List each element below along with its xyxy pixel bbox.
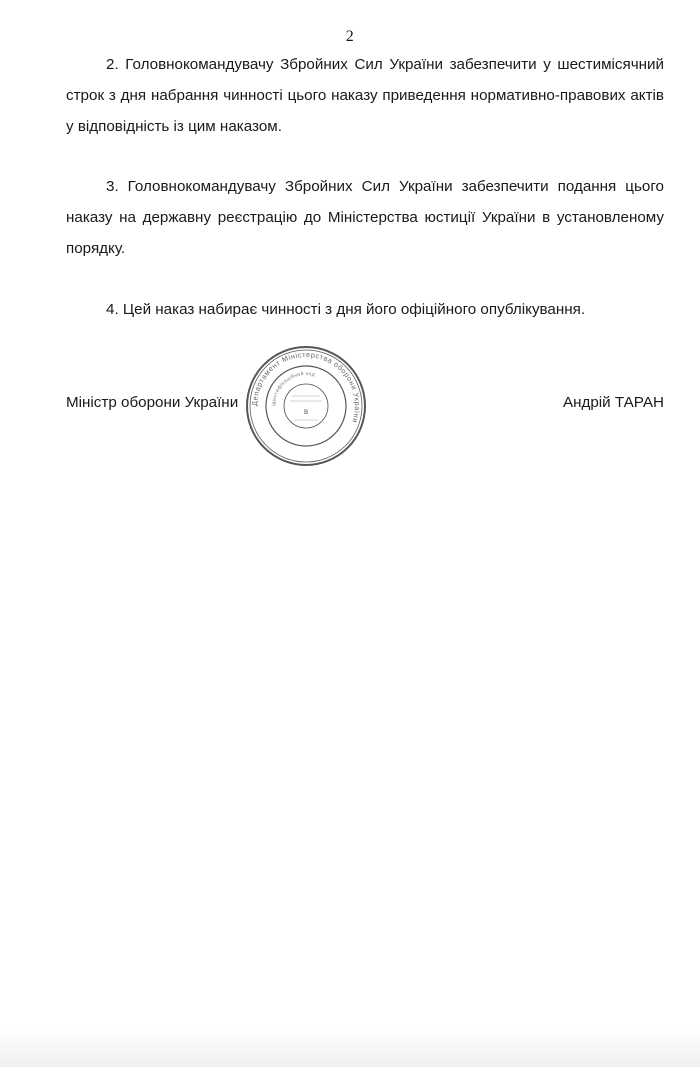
official-seal-stamp — [244, 344, 368, 468]
paragraph-2: 2. Головнокомандувачу Збройних Сил України забезпечити у шестимісячний строк з дня набрання чинності цього наказу приведення нормативно-правових актів у відповідність із цим наказом. — [66, 56, 664, 135]
paragraph-4: 4. Цей наказ набирає чинності з дня його офіційного опублікування. — [106, 301, 586, 318]
paragraph-3: 3. Головнокомандувачу Збройних Сил України забезпечити подання цього наказу на державну реєстрацію до Міністерства юстиції України в установленому порядку. — [66, 178, 664, 257]
signatory-name: Андрій ТАРАН — [562, 394, 664, 411]
signatory-title: Міністр оборони України — [66, 394, 239, 411]
page-number: 2 — [345, 28, 355, 45]
stamp-center-mark: в — [303, 406, 309, 416]
stamp-outer-text: Департамент Міністерства оборони України — [249, 349, 363, 425]
stamp-inner-text: ідентифікаційний код — [270, 370, 316, 407]
scan-bottom-shadow — [0, 1027, 700, 1067]
